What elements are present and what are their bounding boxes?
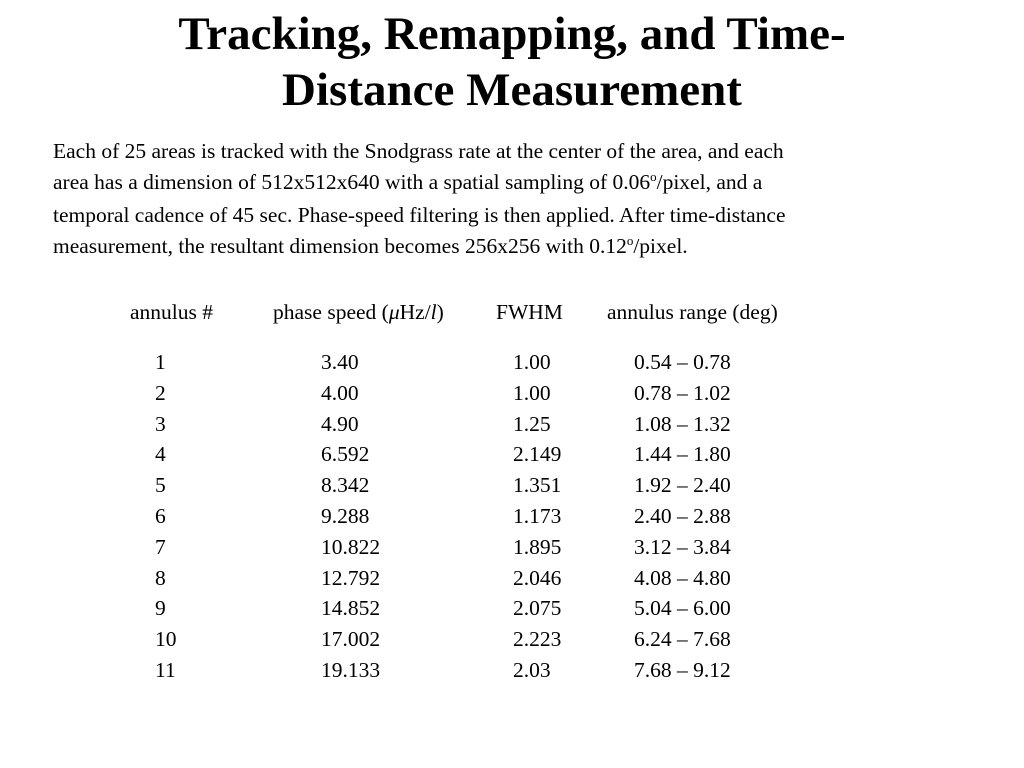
cell-phase-speed: 14.852 [321, 596, 381, 621]
header-phase-speed [273, 298, 444, 326]
cell-fwhm: 2.03 [513, 658, 551, 682]
cell-fwhm: 2.046 [513, 565, 562, 590]
header-phase-speed-mu: μ [388, 300, 400, 324]
cell-annulus-range: 0.54 – 0.78 [634, 350, 731, 374]
header-phase-speed-suffix: ) [436, 300, 444, 324]
cell-annulus: 6 [155, 504, 166, 528]
cell-fwhm: 1.00 [513, 380, 551, 405]
cell-fwhm: 1.00 [513, 350, 551, 374]
cell-annulus-range: 4.08 – 4.80 [634, 565, 731, 590]
cell-phase-speed: 17.002 [321, 627, 381, 652]
cell-phase-speed: 8.342 [321, 473, 370, 498]
cell-phase-speed: 19.133 [321, 658, 381, 682]
cell-annulus: 1 [155, 350, 166, 374]
header-phase-speed-l: l [430, 300, 437, 324]
cell-annulus-range: 2.40 – 2.88 [634, 504, 731, 528]
cell-phase-speed: 6.592 [321, 442, 370, 467]
cell-annulus: 11 [155, 658, 176, 682]
cell-annulus: 10 [155, 627, 177, 652]
cell-fwhm: 2.149 [513, 442, 562, 467]
intro-paragraph [53, 136, 953, 264]
cell-annulus-range: 6.24 – 7.68 [634, 627, 731, 652]
intro-line-4-tail: /pixel. [633, 233, 688, 258]
cell-annulus-range: 5.04 – 6.00 [634, 596, 731, 621]
cell-annulus: 8 [155, 565, 166, 590]
cell-annulus: 3 [155, 411, 166, 436]
header-annulus: annulus # [130, 300, 214, 324]
cell-phase-speed: 10.822 [321, 534, 381, 559]
cell-annulus-range: 1.92 – 2.40 [634, 473, 731, 498]
degree-superscript: o [650, 168, 657, 184]
title-line-2: Distance Measurement [282, 64, 742, 116]
header-phase-speed-mid: Hz/ [399, 300, 431, 324]
cell-fwhm: 2.223 [513, 627, 562, 652]
header-annulus-range: annulus range (deg) [607, 300, 778, 324]
cell-phase-speed: 12.792 [321, 565, 381, 590]
cell-fwhm: 1.25 [513, 411, 551, 436]
cell-fwhm: 1.351 [513, 473, 562, 498]
intro-line-2 [53, 167, 953, 201]
cell-annulus-range: 3.12 – 3.84 [634, 534, 731, 559]
cell-phase-speed: 4.00 [321, 380, 359, 405]
slide-title [0, 6, 1024, 118]
cell-annulus: 9 [155, 596, 166, 621]
intro-line-2-text: area has a dimension of 512x512x640 with a spatial sampling of 0.06 [53, 169, 651, 194]
title-line-1: Tracking, Remapping, and Time- [178, 8, 846, 60]
cell-annulus: 5 [155, 473, 166, 498]
cell-annulus: 4 [155, 442, 166, 467]
cell-annulus-range: 7.68 – 9.12 [634, 658, 731, 682]
degree-superscript: o [626, 232, 634, 248]
cell-fwhm: 2.075 [513, 596, 562, 621]
cell-phase-speed: 9.288 [321, 504, 370, 528]
intro-line-4-text: measurement, the resultant dimension becomes 256x256 with 0.12 [53, 233, 627, 258]
intro-line-3: temporal cadence of 45 sec. Phase-speed filtering is then applied. After time-distance [53, 203, 786, 227]
cell-fwhm: 1.895 [513, 534, 562, 559]
cell-annulus-range: 0.78 – 1.02 [634, 380, 731, 405]
header-phase-speed-prefix: phase speed ( [273, 300, 389, 324]
header-fwhm: FWHM [496, 300, 563, 324]
cell-annulus-range: 1.08 – 1.32 [634, 411, 731, 436]
cell-phase-speed: 4.90 [321, 411, 359, 436]
cell-annulus: 7 [155, 534, 166, 559]
intro-line-1: Each of 25 areas is tracked with the Snodgrass rate at the center of the area, and each [53, 139, 784, 163]
intro-line-4 [53, 231, 953, 265]
cell-phase-speed: 3.40 [321, 350, 359, 374]
cell-fwhm: 1.173 [513, 504, 562, 528]
cell-annulus-range: 1.44 – 1.80 [634, 442, 731, 467]
cell-annulus: 2 [155, 380, 166, 405]
intro-line-2-tail: /pixel, and a [656, 169, 763, 194]
